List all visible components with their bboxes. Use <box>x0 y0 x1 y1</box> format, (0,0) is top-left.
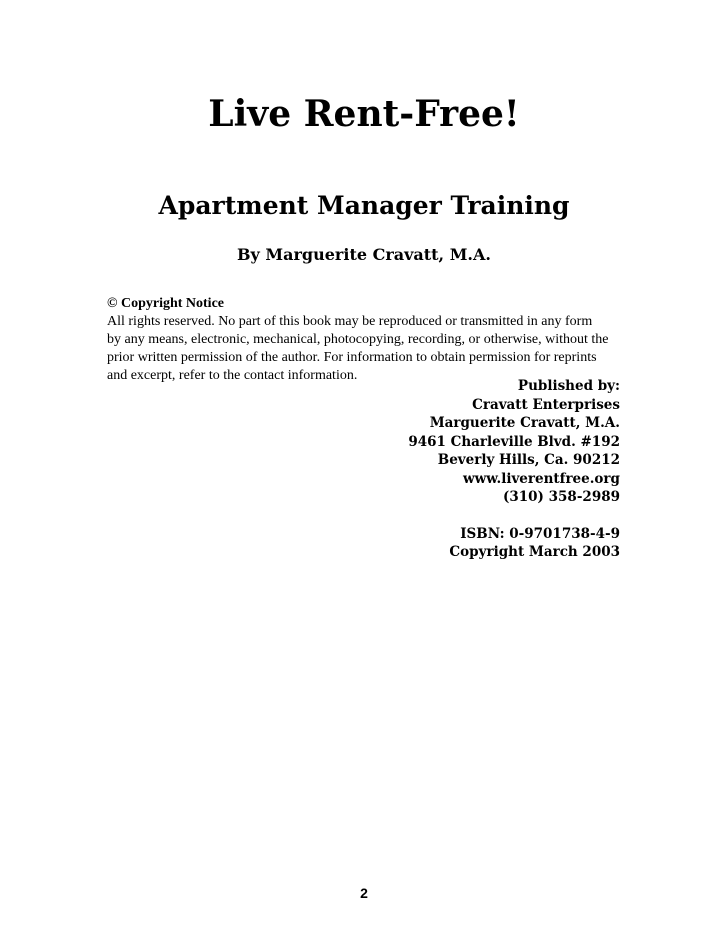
publisher-info <box>408 377 620 562</box>
copyright-text-line: and excerpt, refer to the contact information. <box>107 368 358 383</box>
isbn: ISBN: 0-9701738-4-9 <box>460 525 620 542</box>
copyright-heading: © Copyright Notice <box>107 296 224 311</box>
spacer <box>408 507 620 525</box>
copyright-notice <box>107 295 627 385</box>
book-title: Live Rent-Free! <box>208 93 520 135</box>
publisher-company: Cravatt Enterprises <box>472 396 620 413</box>
publisher-phone: (310) 358-2989 <box>502 489 620 505</box>
published-by-label: Published by: <box>517 378 620 394</box>
copyright-text-line: All rights reserved. No part of this book may be reproduced or transmitted in any form <box>107 314 593 329</box>
publisher-website: www.liverentfree.org <box>462 470 620 487</box>
copyright-date: Copyright March 2003 <box>449 544 620 560</box>
publisher-name: Marguerite Cravatt, M.A. <box>429 415 620 431</box>
copyright-text-line: prior written permission of the author. For information to obtain permission for reprints <box>107 350 597 365</box>
copyright-text-line: by any means, electronic, mechanical, photocopying, recording, or otherwise, without the <box>107 332 609 347</box>
publisher-city: Beverly Hills, Ca. 90212 <box>437 452 620 468</box>
book-subtitle: Apartment Manager Training <box>158 191 570 220</box>
author-byline: By Marguerite Cravatt, M.A. <box>237 245 491 264</box>
page-number: 2 <box>360 885 368 901</box>
publisher-street: 9461 Charleville Blvd. #192 <box>408 433 620 450</box>
